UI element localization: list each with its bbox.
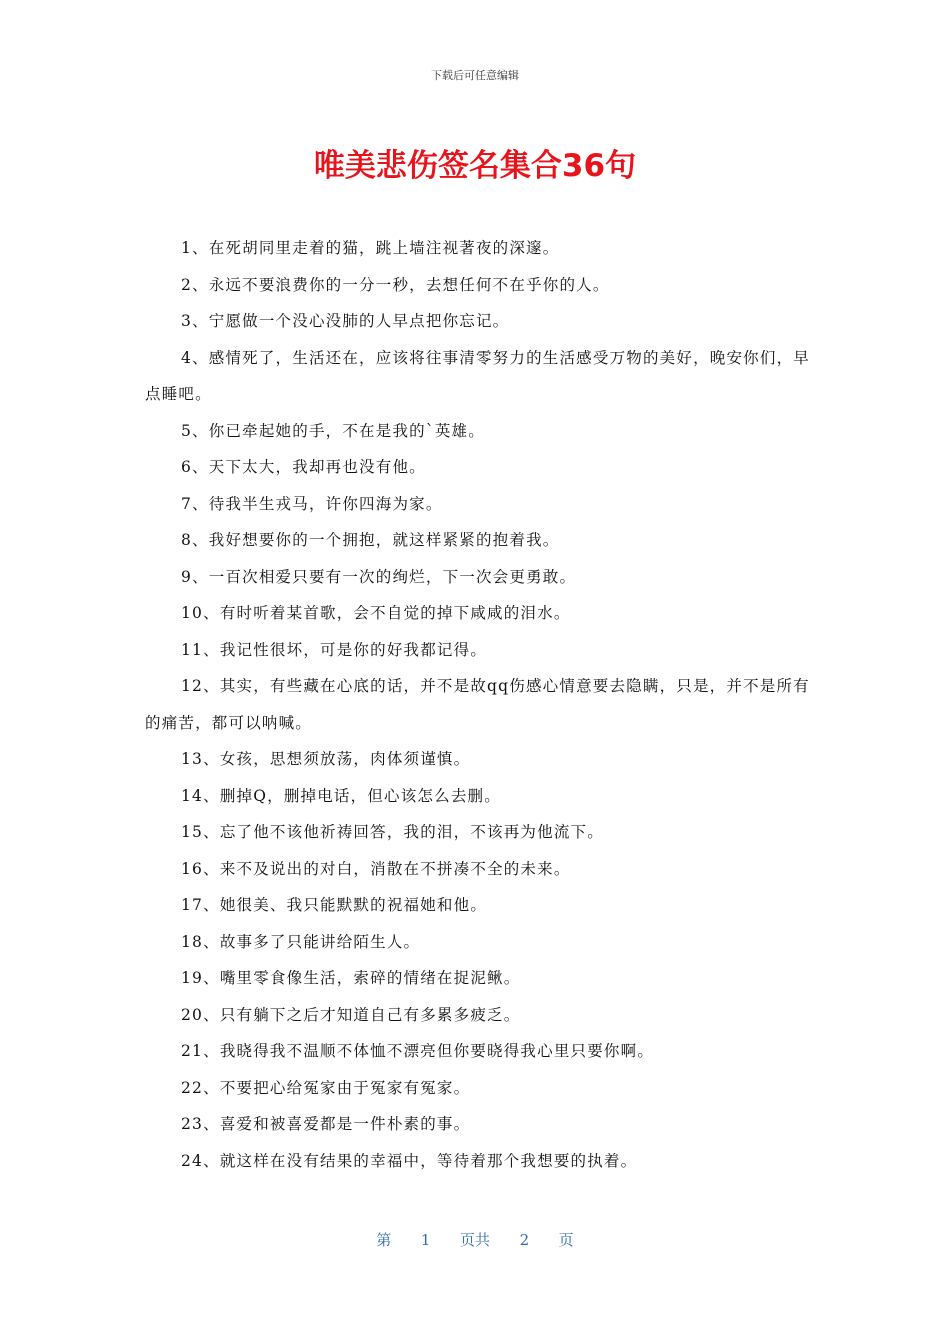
list-item: 7、待我半生戎马，许你四海为家。 — [181, 494, 443, 513]
list-item: 9、一百次相爱只要有一次的绚烂，下一次会更勇敢。 — [181, 567, 577, 586]
document-title: 唯美悲伤签名集合36句 — [313, 148, 637, 184]
footer-suffix: 页 — [558, 1231, 574, 1249]
page-footer — [0, 1229, 950, 1250]
list-item: 11、我记性很坏，可是你的好我都记得。 — [181, 640, 488, 659]
list-item: 24、就这样在没有结果的幸福中，等待着那个我想要的执着。 — [181, 1151, 638, 1170]
list-item: 5、你已牵起她的手，不在是我的`英雄。 — [181, 421, 485, 440]
list-item: 20、只有躺下之后才知道自己有多累多疲乏。 — [181, 1005, 521, 1024]
list-item: 21、我晓得我不温顺不体恤不漂亮但你要晓得我心里只要你啊。 — [181, 1042, 655, 1060]
footer-prefix: 第 — [376, 1231, 392, 1249]
list-item: 22、不要把心给冤家由于冤家有冤家。 — [181, 1078, 471, 1097]
list-item: 15、忘了他不该他祈祷回答，我的泪，不该再为他流下。 — [181, 823, 604, 841]
list-item: 8、我好想要你的一个拥抱，就这样紧紧的抱着我。 — [181, 531, 560, 549]
footer-current-page: 1 — [420, 1231, 431, 1249]
list-item: 10、有时听着某首歌，会不自觉的掉下咸咸的泪水。 — [181, 604, 571, 622]
list-item: 16、来不及说出的对白，消散在不拼凑不全的未来。 — [181, 859, 571, 878]
list-item: 17、她很美、我只能默默的祝福她和他。 — [181, 896, 488, 914]
list-item: 2、永远不要浪费你的一分一秒，去想任何不在乎你的人。 — [181, 275, 610, 294]
list-item: 19、嘴里零食像生活，索碎的情绪在捉泥鳅。 — [181, 969, 521, 987]
list-item: 6、天下太大，我却再也没有他。 — [181, 458, 426, 476]
document-body — [145, 230, 810, 1179]
list-item: 14、删掉Q，删掉电话，但心该怎么去删。 — [181, 786, 501, 805]
list-item: 4、感情死了，生活还在，应该将往事清零努力的生活感受万物的美好，晚安你们，早点睡吧。 — [145, 348, 810, 403]
page-header-note: 下载后可任意编辑 — [431, 69, 519, 82]
list-item: 12、其实，有些藏在心底的话，并不是故qq伤感心情意要去隐瞒，只是，并不是所有的痛苦，都可以呐喊。 — [145, 677, 810, 732]
footer-middle: 页共 — [459, 1231, 490, 1249]
footer-total-pages: 2 — [519, 1231, 530, 1249]
list-item: 23、喜爱和被喜爱都是一件朴素的事。 — [181, 1115, 471, 1133]
list-item: 13、女孩，思想须放荡，肉体须谨慎。 — [181, 750, 471, 768]
list-item: 18、故事多了只能讲给陌生人。 — [181, 932, 421, 951]
list-item: 1、在死胡同里走着的猫，跳上墙注视著夜的深邃。 — [181, 239, 560, 257]
list-item: 3、宁愿做一个没心没肺的人早点把你忘记。 — [181, 312, 510, 330]
